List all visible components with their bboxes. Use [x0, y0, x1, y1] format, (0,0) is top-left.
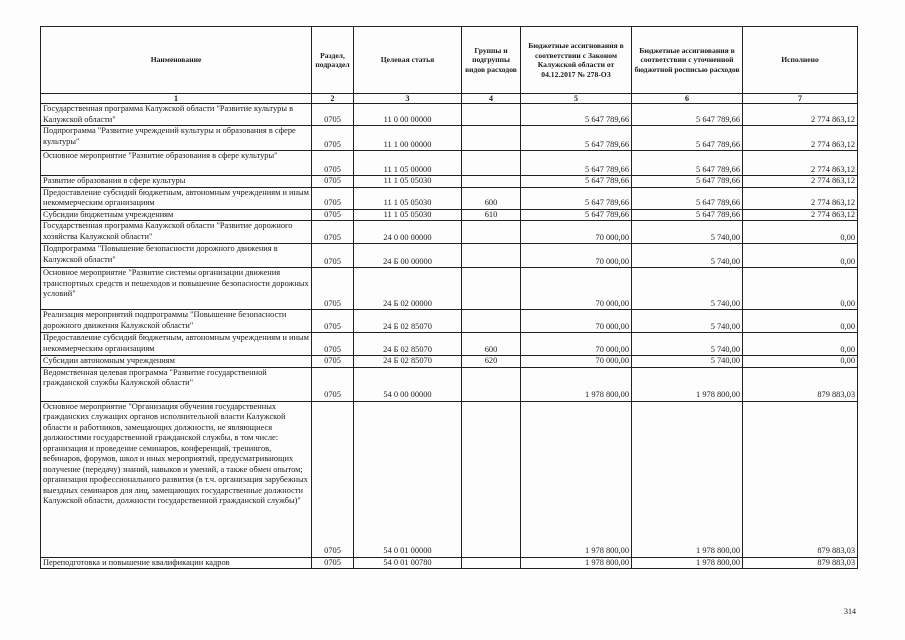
row-section: 0705: [312, 187, 354, 209]
row-law: 5 647 789,66: [521, 126, 632, 151]
row-section: 0705: [312, 104, 354, 126]
row-article: 24 Б 00 00000: [354, 244, 462, 268]
row-law: 70 000,00: [521, 310, 632, 333]
row-plan: 5 647 789,66: [632, 151, 743, 176]
row-plan: 5 647 789,66: [632, 104, 743, 126]
row-plan: 5 740,00: [632, 333, 743, 356]
row-group: [462, 244, 521, 268]
row-done: 0,00: [743, 268, 858, 310]
row-name: Развитие образования в сфере культуры: [41, 176, 312, 188]
row-group: 600: [462, 187, 521, 209]
row-plan: 5 740,00: [632, 268, 743, 310]
row-section: 0705: [312, 356, 354, 368]
row-done: 2 774 863,12: [743, 176, 858, 188]
row-law: 70 000,00: [521, 333, 632, 356]
col-number: 7: [743, 94, 858, 104]
row-article: 11 1 05 00000: [354, 151, 462, 176]
row-law: 1 978 800,00: [521, 401, 632, 557]
row-law: 5 647 789,66: [521, 187, 632, 209]
row-law: 5 647 789,66: [521, 209, 632, 221]
table-row: [41, 176, 858, 188]
col-number: 4: [462, 94, 521, 104]
row-done: 0,00: [743, 310, 858, 333]
row-name: Реализация мероприятий подпрограммы "Повышение безопасности дорожного движения Калужской области": [41, 310, 312, 333]
table-row: [41, 244, 858, 268]
row-done: 0,00: [743, 333, 858, 356]
row-name: Основное мероприятие "Развитие системы организации движения транспортных средств и пешеходов и повышение безопасности дорожных условий": [41, 268, 312, 310]
row-section: 0705: [312, 176, 354, 188]
header-section: Раздел, подраздел: [312, 27, 354, 94]
row-done: 0,00: [743, 244, 858, 268]
row-law: 5 647 789,66: [521, 176, 632, 188]
header-done: Исполнено: [743, 27, 858, 94]
row-group: 610: [462, 209, 521, 221]
table-row: [41, 310, 858, 333]
row-section: 0705: [312, 209, 354, 221]
row-article: 11 0 00 00000: [354, 104, 462, 126]
header-row: [41, 27, 858, 94]
table-row: [41, 104, 858, 126]
header-group: Группы и подгруппы видов расходов: [462, 27, 521, 94]
row-section: 0705: [312, 151, 354, 176]
table-row: [41, 221, 858, 244]
row-plan: 5 647 789,66: [632, 126, 743, 151]
row-plan: 5 740,00: [632, 221, 743, 244]
row-article: 11 1 05 05030: [354, 176, 462, 188]
col-number: 6: [632, 94, 743, 104]
budget-table: [40, 26, 858, 569]
row-name: Подпрограмма "Развитие учреждений культуры и образования в сфере культуры": [41, 126, 312, 151]
table-row: [41, 187, 858, 209]
row-article: 54 0 01 00780: [354, 557, 462, 569]
row-group: 620: [462, 356, 521, 368]
row-section: 0705: [312, 333, 354, 356]
table-row: [41, 367, 858, 401]
header-name: Наименование: [41, 27, 312, 94]
row-plan: 5 740,00: [632, 356, 743, 368]
table-row: [41, 356, 858, 368]
row-name: Основное мероприятие "Организация обучения государственных гражданских служащих органов исполнительной власти Калужской области и работников, замещающих должности, не являющиеся должностями государственной гражданской службы, в том числе: организация и проведение семинаров, конференций, тренингов, вебинаров, форумов, школ и иных мероприятий, предусматривающих получение (передачу) знаний, навыков и умений, а также обмен опытом; организация профессионального развития (в т.ч. организация зарубежных выездных семинаров для лиц, замещающих государственные должности Калужской области, должности государственной гражданской службы)": [41, 401, 312, 557]
row-group: [462, 367, 521, 401]
row-name: Основное мероприятие "Развитие образования в сфере культуры": [41, 151, 312, 176]
row-name: Подпрограмма "Повышение безопасности дорожного движения в Калужской области": [41, 244, 312, 268]
row-name: Субсидии бюджетным учреждениям: [41, 209, 312, 221]
row-section: 0705: [312, 244, 354, 268]
row-article: 11 1 05 05030: [354, 209, 462, 221]
row-article: 24 0 00 00000: [354, 221, 462, 244]
row-law: 70 000,00: [521, 268, 632, 310]
row-law: 70 000,00: [521, 244, 632, 268]
header-law: Бюджетные ассигнования в соответствии с Законом Калужской области от 04.12.2017 № 278-ОЗ: [521, 27, 632, 94]
row-section: 0705: [312, 310, 354, 333]
row-done: 2 774 863,12: [743, 151, 858, 176]
row-name: Государственная программа Калужской области "Развитие культуры в Калужской области": [41, 104, 312, 126]
row-name: Государственная программа Калужской области "Развитие дорожного хозяйства Калужской области": [41, 221, 312, 244]
row-plan: 5 740,00: [632, 244, 743, 268]
row-article: 11 1 00 00000: [354, 126, 462, 151]
row-section: 0705: [312, 367, 354, 401]
row-plan: 5 740,00: [632, 310, 743, 333]
row-done: 0,00: [743, 356, 858, 368]
row-name: Субсидии автономным учреждениям: [41, 356, 312, 368]
row-section: 0705: [312, 268, 354, 310]
header-plan: Бюджетные ассигнования в соответствии с уточненной бюджетной росписью расходов: [632, 27, 743, 94]
row-law: 1 978 800,00: [521, 557, 632, 569]
table-row: [41, 209, 858, 221]
row-plan: 5 647 789,66: [632, 209, 743, 221]
row-group: [462, 221, 521, 244]
row-section: 0705: [312, 557, 354, 569]
row-article: 24 Б 02 85070: [354, 356, 462, 368]
header-article: Целевая статья: [354, 27, 462, 94]
row-group: [462, 310, 521, 333]
row-law: 5 647 789,66: [521, 151, 632, 176]
table-row: [41, 151, 858, 176]
row-group: [462, 268, 521, 310]
row-group: 600: [462, 333, 521, 356]
table-row: [41, 126, 858, 151]
row-group: [462, 401, 521, 557]
row-group: [462, 557, 521, 569]
row-done: 879 883,03: [743, 367, 858, 401]
row-article: 54 0 00 00000: [354, 367, 462, 401]
row-group: [462, 176, 521, 188]
row-name: Переподготовка и повышение квалификации кадров: [41, 557, 312, 569]
row-plan: 5 647 789,66: [632, 176, 743, 188]
row-law: 70 000,00: [521, 221, 632, 244]
row-name: Ведомственная целевая программа "Развитие государственной гражданской службы Калужской области": [41, 367, 312, 401]
row-section: 0705: [312, 221, 354, 244]
row-done: 2 774 863,12: [743, 187, 858, 209]
row-plan: 1 978 800,00: [632, 401, 743, 557]
row-name: Предоставление субсидий бюджетным, автономным учреждениям и иным некоммерческим организациям: [41, 187, 312, 209]
table-row: [41, 557, 858, 569]
row-group: [462, 104, 521, 126]
row-done: 0,00: [743, 221, 858, 244]
row-plan: 1 978 800,00: [632, 367, 743, 401]
row-section: 0705: [312, 401, 354, 557]
row-done: 2 774 863,12: [743, 104, 858, 126]
row-plan: 1 978 800,00: [632, 557, 743, 569]
row-done: 2 774 863,12: [743, 126, 858, 151]
row-article: 11 1 05 05030: [354, 187, 462, 209]
row-done: 879 883,03: [743, 557, 858, 569]
row-article: 54 0 01 00000: [354, 401, 462, 557]
row-law: 70 000,00: [521, 356, 632, 368]
row-group: [462, 151, 521, 176]
page-number: 314: [844, 607, 856, 616]
col-number: 2: [312, 94, 354, 104]
row-article: 24 Б 02 85070: [354, 333, 462, 356]
table-row: [41, 401, 858, 557]
col-number: 1: [41, 94, 312, 104]
row-law: 1 978 800,00: [521, 367, 632, 401]
row-article: 24 Б 02 85070: [354, 310, 462, 333]
table-row: [41, 268, 858, 310]
row-group: [462, 126, 521, 151]
col-number: 3: [354, 94, 462, 104]
row-section: 0705: [312, 126, 354, 151]
row-name: Предоставление субсидий бюджетным, автономным учреждениям и иным некоммерческим организациям: [41, 333, 312, 356]
row-done: 2 774 863,12: [743, 209, 858, 221]
col-number: 5: [521, 94, 632, 104]
row-plan: 5 647 789,66: [632, 187, 743, 209]
row-law: 5 647 789,66: [521, 104, 632, 126]
row-article: 24 Б 02 00000: [354, 268, 462, 310]
column-number-row: [41, 94, 858, 104]
row-done: 879 883,03: [743, 401, 858, 557]
table-row: [41, 333, 858, 356]
